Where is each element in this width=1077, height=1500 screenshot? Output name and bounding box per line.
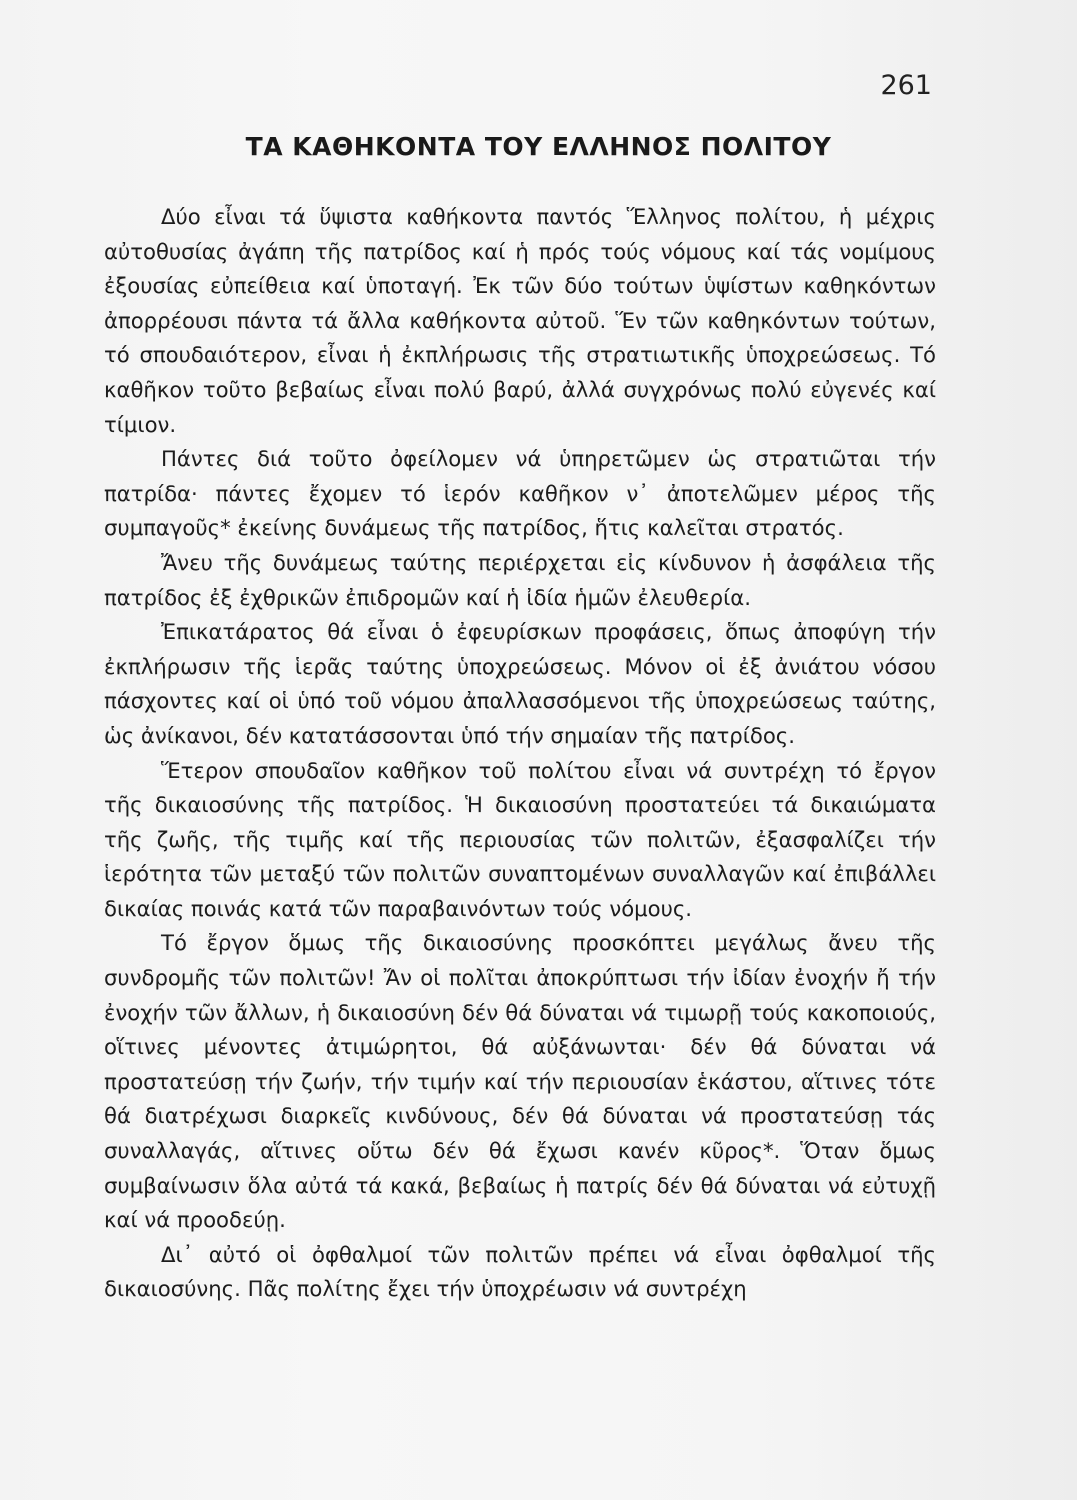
body-text (104, 200, 936, 1307)
paragraph: Ἕτερον σπουδαῖον καθῆκον τοῦ πολίτου εἶναι νά συντρέχη τό ἔργον τῆς δικαιοσύνης τῆς πατρίδος. Ἡ δικαιοσύνη προστατεύει τά δικαιώματα τῆς ζωῆς, τῆς τιμῆς καί τῆς περιουσίας τῶν πολιτῶν, ἐξασφαλίζει τήν ἱερότητα τῶν μεταξύ τῶν πολιτῶν συναπτομένων συναλλαγῶν καί ἐπιβάλλει δικαίας ποινάς κατά τῶν παραβαινόντων τούς νόμους. (104, 757, 936, 921)
paragraph: Ἐπικατάρατος θά εἶναι ὁ ἐφευρίσκων προφάσεις, ὅπως ἀποφύγη τήν ἐκπλήρωσιν τῆς ἱερᾶς ταύτης ὑποχρεώσεως. Μόνον οἱ ἐξ ἀνιάτου νόσου πάσχοντες καί οἱ ὑπό τοῦ νόμου ἀπαλλασσόμενοι τῆς ὑποχρεώσεως ταύτης, ὡς ἀνίκανοι, δέν κατατάσσονται ὑπό τήν σημαίαν τῆς πατρίδος. (104, 619, 936, 748)
paragraph: Τό ἔργον ὅμως τῆς δικαιοσύνης προσκόπτει μεγάλως ἄνευ τῆς συνδρομῆς τῶν πολιτῶν! Ἄν οἱ πολῖται ἀποκρύπτωσι τήν ἰδίαν ἐνοχήν ἤ τήν ἐνοχήν τῶν ἄλλων, ἡ δικαιοσύνη δέν θά δύναται νά τιμωρῇ τούς κακοποιούς, οἵτινες μένοντες ἀτιμώρητοι, θά αὐξάνωνται· δέν θά δύναται νά προστατεύσῃ τήν ζωήν, τήν τιμήν καί τήν περιουσίαν ἑκάστου, αἵτινες τότε θά διατρέχωσι διαρκεῖς κινδύνους, δέν θά δύναται νά προστατεύσῃ τάς συναλλαγάς, αἵτινες οὕτω δέν θά ἔχωσι κανέν κῦρος*. Ὅταν ὅμως συμβαίνωσιν ὅλα αὐτά τά κακά, βεβαίως ἡ πατρίς δέν θά δύναται νά εὐτυχῇ καί νά προοδεύῃ. (104, 930, 936, 1233)
chapter-title: ΤΑ ΚΑΘΗΚΟΝΤΑ ΤΟΥ ΕΛΛΗΝΟΣ ΠΟΛΙΤΟΥ (245, 132, 832, 161)
paragraph: Δύο εἶναι τά ὕψιστα καθήκοντα παντός Ἕλληνος πολίτου, ἡ μέχρις αὐτοθυσίας ἀγάπη τῆς πατρίδος καί ἡ πρός τούς νόμους καί τάς νομίμους ἐξουσίας εὐπείθεια καί ὑποταγή. Ἐκ τῶν δύο τούτων ὑψίστων καθηκόντων ἀπορρέουσι πάντα τά ἄλλα καθήκοντα αὐτοῦ. Ἕν τῶν καθηκόντων τούτων, τό σπουδαιότερον, εἶναι ἡ ἐκπλήρωσις τῆς στρατιωτικῆς ὑποχρεώσεως. Τό καθῆκον τοῦτο βεβαίως εἶναι πολύ βαρύ, ἀλλά συγχρόνως πολύ εὐγενές καί τίμιον. (104, 204, 936, 437)
page-number: 261 (880, 70, 932, 101)
paragraph: Πάντες διά τοῦτο ὀφείλομεν νά ὑπηρετῶμεν ὡς στρατιῶται τήν πατρίδα· πάντες ἔχομεν τό ἱερόν καθῆκον ν᾿ ἀποτελῶμεν μέρος τῆς συμπαγοῦς* ἐκείνης δυνάμεως τῆς πατρίδος, ἥτις καλεῖται στρατός. (104, 446, 936, 541)
paragraph: Ἄνευ τῆς δυνάμεως ταύτης περιέρχεται εἰς κίνδυνον ἡ ἀσφάλεια τῆς πατρίδος ἐξ ἐχθρικῶν ἐπιδρομῶν καί ἡ ἰδία ἡμῶν ἐλευθερία. (104, 549, 936, 610)
paragraph: Δι᾿ αὐτό οἱ ὀφθαλμοί τῶν πολιτῶν πρέπει νά εἶναι ὀφθαλμοί τῆς δικαιοσύνης. Πᾶς πολίτης ἔχει τήν ὑποχρέωσιν νά συντρέχη (104, 1241, 936, 1302)
